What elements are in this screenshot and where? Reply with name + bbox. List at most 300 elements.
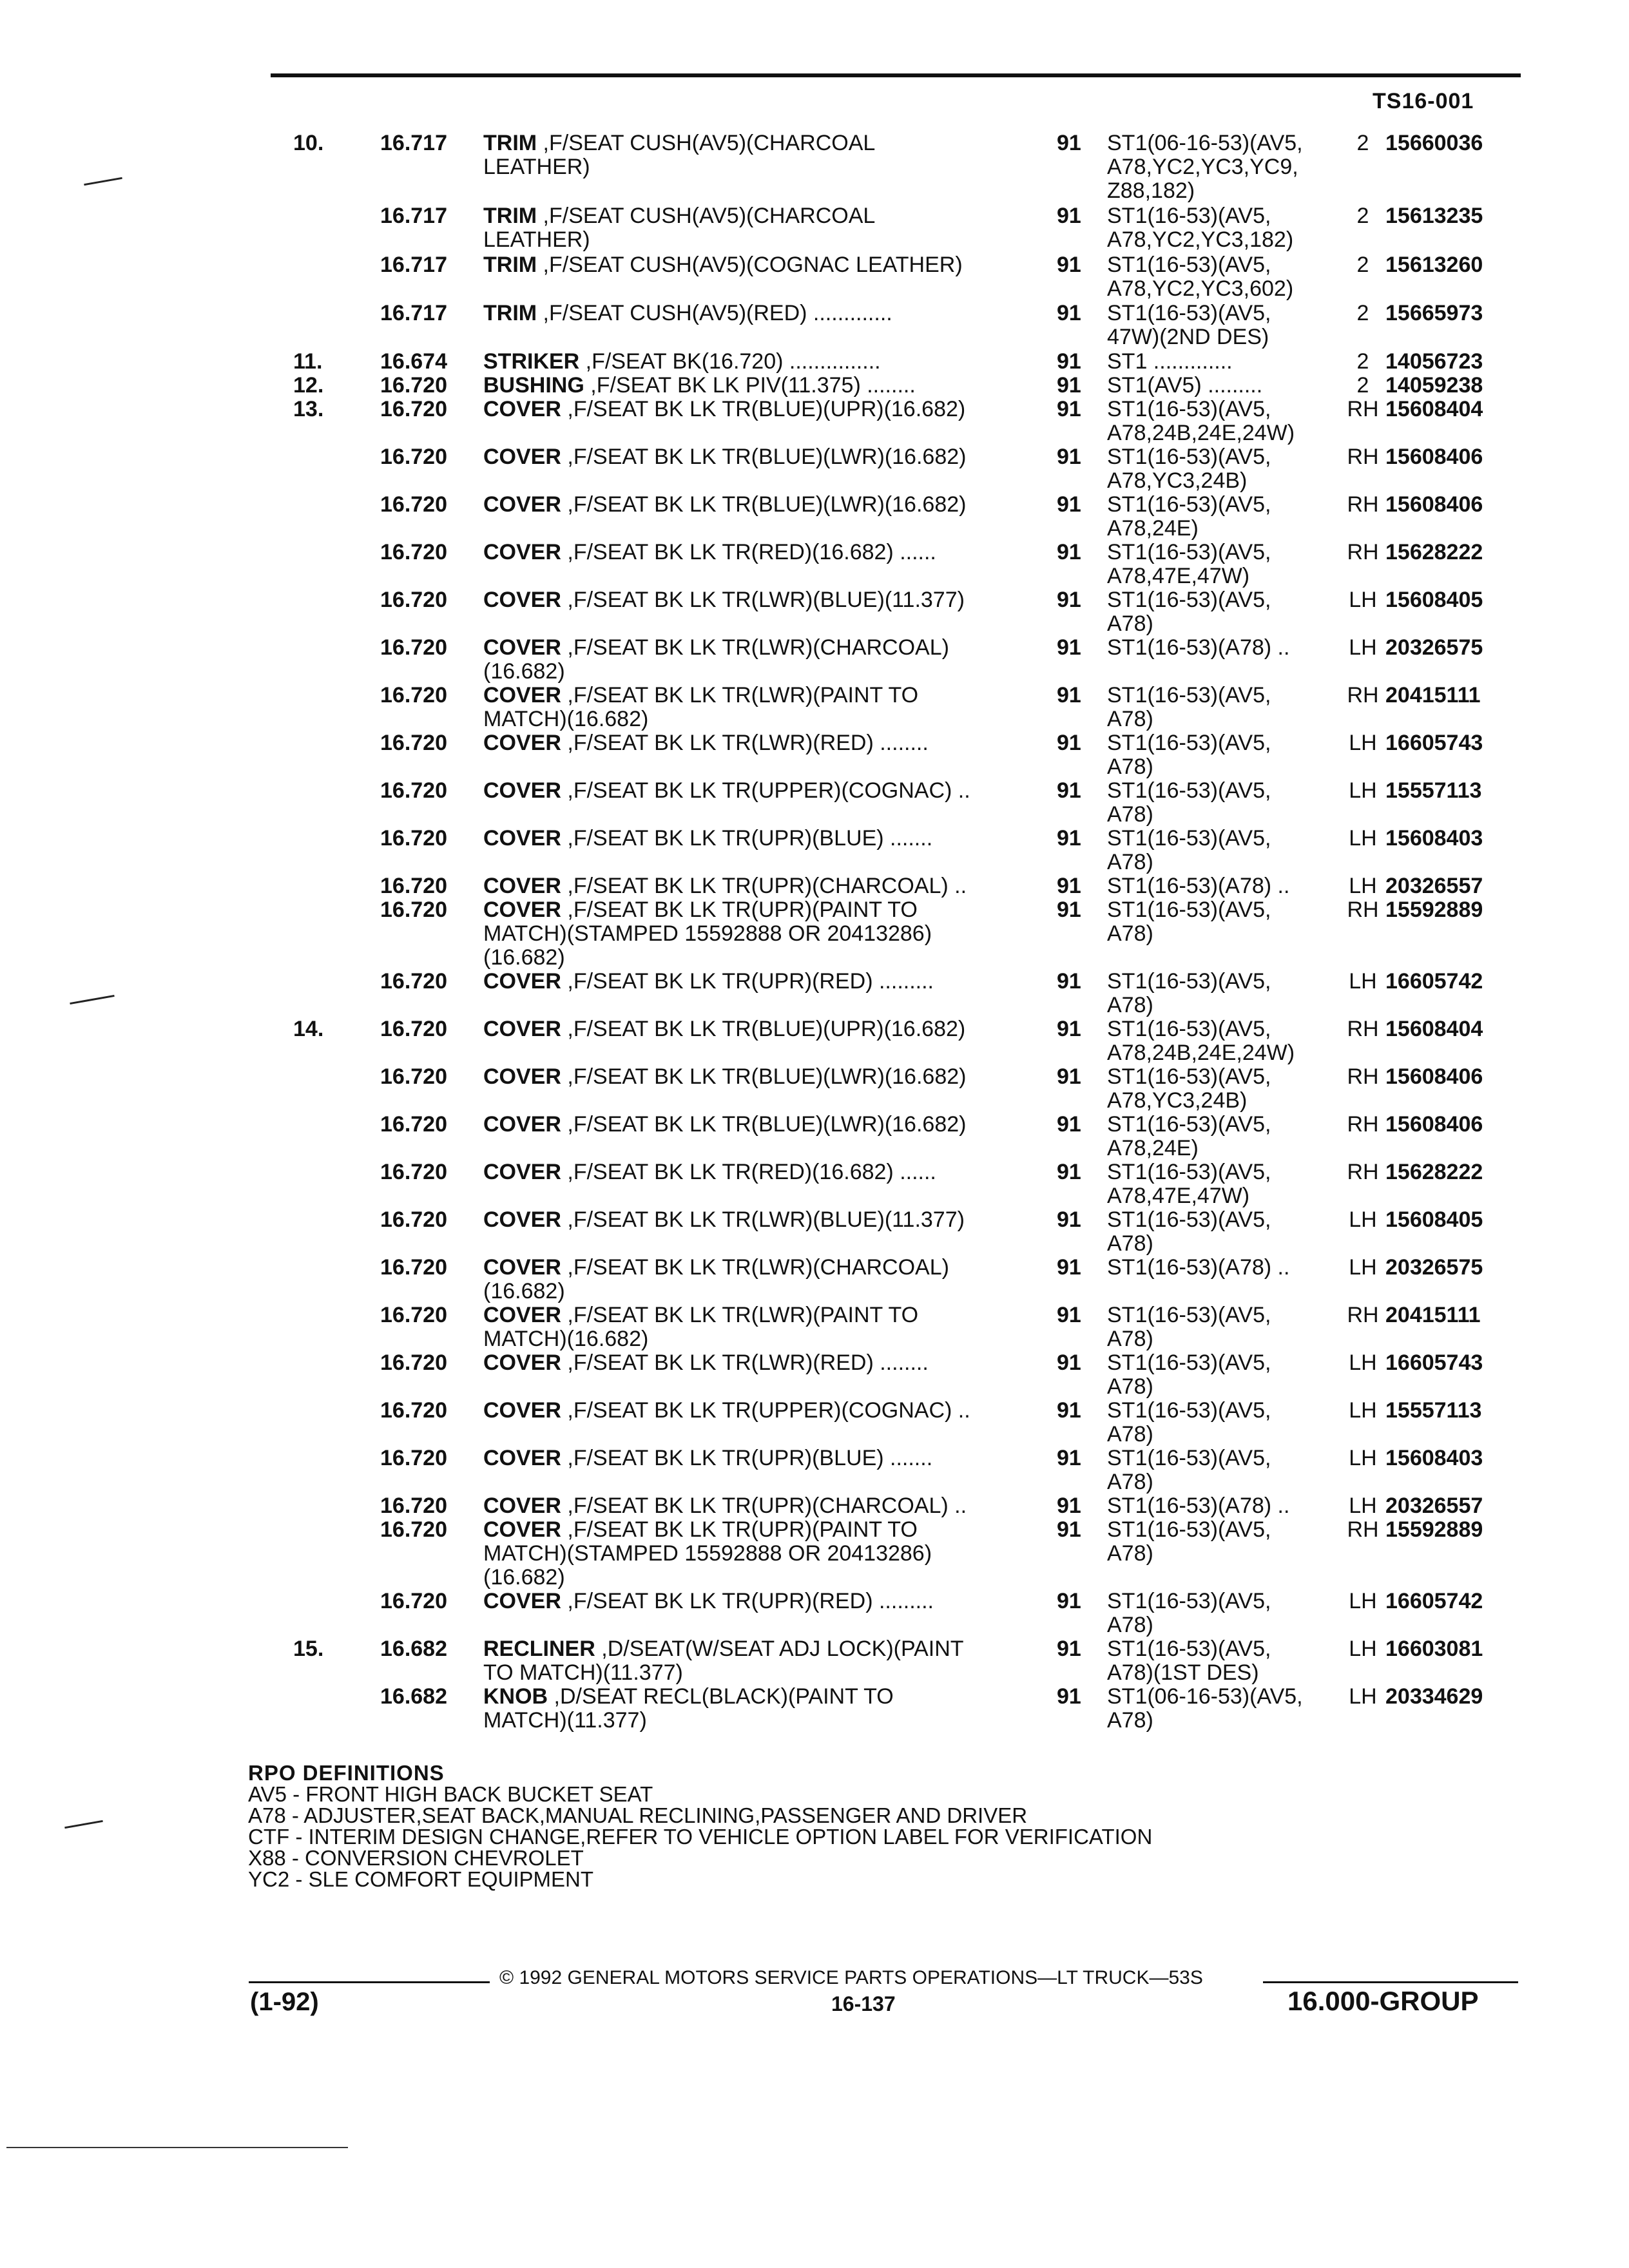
part-description <box>483 779 1018 803</box>
description-text: ,F/SEAT BK LK TR(LWR)(BLUE)(11.377) <box>561 1207 965 1232</box>
part-description <box>483 253 1018 277</box>
header-rule <box>271 73 1521 77</box>
group-number: 16.717 <box>380 131 447 155</box>
usage-text: ST1(AV5) ......... <box>1107 373 1263 398</box>
part-description <box>483 1256 1018 1303</box>
part-description <box>483 684 1018 731</box>
group-number: 16.720 <box>380 588 447 612</box>
usage-text: ST1(16-53)(AV5, A78) <box>1107 1589 1271 1637</box>
table-row <box>0 398 1629 445</box>
quantity-code: 91 <box>1057 1303 1081 1327</box>
part-number: 16605742 <box>1385 1589 1483 1613</box>
table-row <box>0 131 1629 204</box>
part-description <box>483 1351 1018 1375</box>
part-number: 16605742 <box>1385 969 1483 994</box>
part-name: COVER <box>483 969 561 994</box>
group-number: 16.720 <box>380 898 447 922</box>
group-number: 16.720 <box>380 778 447 803</box>
quantity-code: 91 <box>1057 1494 1081 1518</box>
part-number: 16605743 <box>1385 1350 1483 1375</box>
side-qty: LH <box>1349 1398 1377 1423</box>
part-description <box>483 636 1018 684</box>
description-text: ,F/SEAT BK LK TR(BLUE)(UPR)(16.682) <box>561 397 966 421</box>
part-description <box>483 1494 1018 1518</box>
side-qty: RH <box>1347 397 1379 421</box>
part-description <box>483 302 1018 325</box>
table-row <box>0 1494 1629 1518</box>
part-name: COVER <box>483 635 561 660</box>
part-name: COVER <box>483 1303 561 1327</box>
usage-text: ST1(16-53)(A78) .. <box>1107 874 1290 898</box>
group-number: 16.717 <box>380 204 447 228</box>
part-name: KNOB <box>483 1684 548 1709</box>
margin-mark <box>64 1820 103 1829</box>
table-row <box>0 302 1629 350</box>
part-description <box>483 1208 1018 1232</box>
group-number: 16.720 <box>380 1160 447 1184</box>
description-text: ,F/SEAT BK LK TR(BLUE)(LWR)(16.682) <box>561 445 967 469</box>
group-number: 16.720 <box>380 1494 447 1518</box>
quantity-code: 91 <box>1057 1517 1081 1542</box>
part-description <box>483 898 1018 970</box>
description-text: ,D/SEAT(W/SEAT ADJ LOCK)(PAINT TO MATCH)(11.377) <box>483 1637 964 1685</box>
side-qty: LH <box>1349 1637 1377 1661</box>
description-text: ,F/SEAT CUSH(AV5)(CHARCOAL LEATHER) <box>483 204 876 252</box>
part-description <box>483 1065 1018 1089</box>
quantity-code: 91 <box>1057 1160 1081 1184</box>
description-text: ,F/SEAT BK LK TR(RED)(16.682) ...... <box>561 540 936 564</box>
quantity-code: 91 <box>1057 445 1081 469</box>
description-text: ,F/SEAT BK LK TR(LWR)(RED) ........ <box>561 731 929 755</box>
group-number: 16.720 <box>380 1112 447 1137</box>
group-number: 16.717 <box>380 301 447 325</box>
part-number: 20326557 <box>1385 874 1483 898</box>
group-number: 16.720 <box>380 635 447 660</box>
side-qty: 2 <box>1356 204 1369 228</box>
group-number: 16.717 <box>380 253 447 277</box>
table-row <box>0 445 1629 493</box>
description-text: ,F/SEAT BK LK TR(BLUE)(LWR)(16.682) <box>561 492 967 517</box>
part-number: 15557113 <box>1385 778 1482 803</box>
page-number: 16-137 <box>831 1992 896 2015</box>
part-name: TRIM <box>483 301 537 325</box>
quantity-code: 91 <box>1057 826 1081 850</box>
side-qty: 2 <box>1356 373 1369 398</box>
part-name: COVER <box>483 1017 561 1041</box>
table-row <box>0 1590 1629 1637</box>
table-row <box>0 1256 1629 1303</box>
table-row <box>0 253 1629 302</box>
table-row <box>0 684 1629 731</box>
group-number: 16.720 <box>380 1517 447 1542</box>
usage-text: ST1(16-53)(AV5, A78) <box>1107 898 1271 946</box>
part-name: COVER <box>483 1589 561 1613</box>
parts-table <box>0 131 1629 1733</box>
part-name: COVER <box>483 874 561 898</box>
usage-text: ST1(16-53)(A78) .. <box>1107 635 1290 660</box>
part-description <box>483 493 1018 517</box>
item-number: 14. <box>293 1017 324 1041</box>
group-number: 16.720 <box>380 731 447 755</box>
usage-text: ST1(16-53)(AV5, A78,YC3,24B) <box>1107 1064 1271 1113</box>
usage-text: ST1(16-53)(AV5, A78) <box>1107 588 1271 636</box>
part-name: BUSHING <box>483 373 584 398</box>
part-name: COVER <box>483 731 561 755</box>
part-number: 20334629 <box>1385 1684 1483 1709</box>
description-text: ,F/SEAT BK LK TR(UPPER)(COGNAC) .. <box>561 778 970 803</box>
usage-text: ST1(16-53)(AV5, A78,24B,24E,24W) <box>1107 1017 1295 1065</box>
side-qty: LH <box>1349 1207 1377 1232</box>
quantity-code: 91 <box>1057 588 1081 612</box>
side-qty: RH <box>1347 445 1379 469</box>
table-row <box>0 1160 1629 1208</box>
side-qty: LH <box>1349 731 1377 755</box>
side-qty: LH <box>1349 635 1377 660</box>
group-number: 16.720 <box>380 874 447 898</box>
part-name: COVER <box>483 1494 561 1518</box>
description-text: ,F/SEAT BK LK TR(UPR)(PAINT TO MATCH)(STAMPED 15592888 OR 20413286) (16.682) <box>483 1517 932 1590</box>
quantity-code: 91 <box>1057 1350 1081 1375</box>
side-qty: LH <box>1349 1446 1377 1470</box>
description-text: ,F/SEAT BK LK TR(UPR)(BLUE) ....... <box>561 1446 933 1470</box>
part-number: 15608405 <box>1385 1207 1483 1232</box>
quantity-code: 91 <box>1057 874 1081 898</box>
side-qty: LH <box>1349 1255 1377 1280</box>
usage-text: ST1(16-53)(AV5, A78,YC3,24B) <box>1107 445 1271 493</box>
part-number: 15613260 <box>1385 253 1483 277</box>
description-text: ,F/SEAT BK LK TR(UPR)(CHARCOAL) .. <box>561 1494 967 1518</box>
part-name: TRIM <box>483 131 537 155</box>
group-number: 16.720 <box>380 826 447 850</box>
part-number: 15608405 <box>1385 588 1483 612</box>
usage-text: ST1(16-53)(AV5, A78) <box>1107 778 1271 827</box>
side-qty: 2 <box>1356 301 1369 325</box>
quantity-code: 91 <box>1057 397 1081 421</box>
footer-rule-right <box>1263 1981 1518 1983</box>
description-text: ,F/SEAT BK LK TR(BLUE)(LWR)(16.682) <box>561 1064 967 1089</box>
description-text: ,F/SEAT BK LK TR(LWR)(RED) ........ <box>561 1350 929 1375</box>
part-description <box>483 1446 1018 1470</box>
part-number: 14056723 <box>1385 349 1483 374</box>
table-row <box>0 493 1629 541</box>
usage-text: ST1(16-53)(A78) .. <box>1107 1494 1290 1518</box>
quantity-code: 91 <box>1057 778 1081 803</box>
part-description <box>483 131 1018 179</box>
usage-text: ST1(16-53)(AV5, A78) <box>1107 1446 1271 1494</box>
usage-text: ST1(16-53)(AV5, A78) <box>1107 969 1271 1017</box>
scan-edge-line <box>6 2147 348 2148</box>
footer-rule-left <box>249 1981 490 1983</box>
part-number: 20415111 <box>1385 1303 1481 1327</box>
part-number: 15608403 <box>1385 1446 1483 1470</box>
part-name: COVER <box>483 683 561 707</box>
table-row <box>0 1208 1629 1256</box>
part-number: 15608404 <box>1385 397 1483 421</box>
table-row <box>0 1113 1629 1160</box>
table-row <box>0 1303 1629 1351</box>
part-description <box>483 1399 1018 1423</box>
description-text: ,F/SEAT BK LK TR(UPR)(RED) ......... <box>561 969 934 994</box>
group-number: 16.720 <box>380 1017 447 1041</box>
rpo-line: X88 - CONVERSION CHEVROLET <box>248 1846 584 1870</box>
part-description <box>483 1303 1018 1351</box>
part-description <box>483 1637 1018 1685</box>
side-qty: LH <box>1349 588 1377 612</box>
side-qty: RH <box>1347 1303 1379 1327</box>
usage-text: ST1(16-53)(AV5, A78,24E) <box>1107 492 1271 541</box>
quantity-code: 91 <box>1057 1017 1081 1041</box>
side-qty: LH <box>1349 969 1377 994</box>
description-text: ,F/SEAT BK(16.720) ............... <box>579 349 881 374</box>
part-name: COVER <box>483 1160 561 1184</box>
group-number: 16.720 <box>380 1589 447 1613</box>
part-description <box>483 398 1018 421</box>
part-name: COVER <box>483 1064 561 1089</box>
part-number: 20326575 <box>1385 1255 1483 1280</box>
side-qty: 2 <box>1356 349 1369 374</box>
quantity-code: 91 <box>1057 540 1081 564</box>
quantity-code: 91 <box>1057 731 1081 755</box>
description-text: ,F/SEAT BK LK TR(RED)(16.682) ...... <box>561 1160 936 1184</box>
part-name: COVER <box>483 898 561 922</box>
part-number: 15608404 <box>1385 1017 1483 1041</box>
description-text: ,F/SEAT BK LK TR(LWR)(BLUE)(11.377) <box>561 588 965 612</box>
usage-text: ST1(16-53)(AV5, A78,24B,24E,24W) <box>1107 397 1295 445</box>
quantity-code: 91 <box>1057 1207 1081 1232</box>
part-description <box>483 1590 1018 1613</box>
quantity-code: 91 <box>1057 253 1081 277</box>
table-row <box>0 588 1629 636</box>
rpo-line: A78 - ADJUSTER,SEAT BACK,MANUAL RECLINING,PASSENGER AND DRIVER <box>248 1803 1028 1827</box>
item-number: 11. <box>293 349 323 374</box>
table-row <box>0 1065 1629 1113</box>
quantity-code: 91 <box>1057 969 1081 994</box>
part-description <box>483 731 1018 755</box>
side-qty: LH <box>1349 1684 1377 1709</box>
quantity-code: 91 <box>1057 1684 1081 1709</box>
description-text: ,F/SEAT BK LK TR(LWR)(CHARCOAL) (16.682) <box>483 635 949 684</box>
rpo-line: AV5 - FRONT HIGH BACK BUCKET SEAT <box>248 1782 653 1806</box>
quantity-code: 91 <box>1057 131 1081 155</box>
rpo-definitions <box>248 1762 1152 1890</box>
description-text: ,F/SEAT CUSH(AV5)(CHARCOAL LEATHER) <box>483 131 876 179</box>
group-number: 16.720 <box>380 540 447 564</box>
description-text: ,F/SEAT BK LK PIV(11.375) ........ <box>584 373 916 398</box>
part-number: 20415111 <box>1385 683 1481 707</box>
part-description <box>483 204 1018 252</box>
part-name: COVER <box>483 1398 561 1423</box>
group-number: 16.720 <box>380 683 447 707</box>
group-number: 16.682 <box>380 1684 447 1709</box>
table-row <box>0 204 1629 253</box>
quantity-code: 91 <box>1057 1637 1081 1661</box>
part-description <box>483 874 1018 898</box>
usage-text: ST1(16-53)(AV5, A78,YC2,YC3,182) <box>1107 204 1294 252</box>
part-number: 20326557 <box>1385 1494 1483 1518</box>
description-text: ,F/SEAT BK LK TR(UPR)(RED) ......... <box>561 1589 934 1613</box>
part-name: TRIM <box>483 204 537 228</box>
side-qty: 2 <box>1356 131 1369 155</box>
group-number: 16.682 <box>380 1637 447 1661</box>
part-name: COVER <box>483 1112 561 1137</box>
item-number: 10. <box>293 131 324 155</box>
item-number: 15. <box>293 1637 324 1661</box>
table-row <box>0 970 1629 1017</box>
usage-text: ST1(16-53)(AV5, A78) <box>1107 731 1271 779</box>
usage-text: ST1(16-53)(AV5, A78) <box>1107 1207 1271 1256</box>
part-name: COVER <box>483 1255 561 1280</box>
part-name: COVER <box>483 826 561 850</box>
rpo-title: RPO DEFINITIONS <box>248 1761 445 1785</box>
footer-group: 16.000-GROUP <box>1287 1986 1479 2016</box>
table-row <box>0 1518 1629 1590</box>
description-text: ,F/SEAT BK LK TR(BLUE)(UPR)(16.682) <box>561 1017 966 1041</box>
part-description <box>483 445 1018 469</box>
usage-text: ST1(16-53)(AV5, A78) <box>1107 1350 1271 1399</box>
usage-text: ST1(16-53)(AV5, 47W)(2ND DES) <box>1107 301 1271 349</box>
table-row <box>0 898 1629 970</box>
rpo-line: CTF - INTERIM DESIGN CHANGE,REFER TO VEHICLE OPTION LABEL FOR VERIFICATION <box>248 1825 1153 1849</box>
table-row <box>0 1637 1629 1685</box>
usage-text: ST1(16-53)(AV5, A78,YC2,YC3,602) <box>1107 253 1294 301</box>
side-qty: 2 <box>1356 253 1369 277</box>
description-text: ,F/SEAT BK LK TR(UPPER)(COGNAC) .. <box>561 1398 970 1423</box>
description-text: ,F/SEAT CUSH(AV5)(RED) ............. <box>537 301 892 325</box>
quantity-code: 91 <box>1057 373 1081 398</box>
part-number: 15628222 <box>1385 1160 1483 1184</box>
usage-text: ST1(06-16-53)(AV5, A78) <box>1107 1684 1303 1733</box>
part-name: COVER <box>483 1446 561 1470</box>
group-number: 16.720 <box>380 1255 447 1280</box>
side-qty: LH <box>1349 874 1377 898</box>
group-number: 16.720 <box>380 492 447 517</box>
side-qty: RH <box>1347 1017 1379 1041</box>
side-qty: RH <box>1347 898 1379 922</box>
item-number: 13. <box>293 397 324 421</box>
part-name: COVER <box>483 1207 561 1232</box>
usage-text: ST1(16-53)(AV5, A78) <box>1107 1398 1271 1446</box>
usage-text: ST1(16-53)(AV5, A78) <box>1107 1303 1271 1351</box>
description-text: ,F/SEAT BK LK TR(LWR)(CHARCOAL) (16.682) <box>483 1255 949 1303</box>
part-name: TRIM <box>483 253 537 277</box>
part-name: COVER <box>483 397 561 421</box>
description-text: ,F/SEAT BK LK TR(LWR)(PAINT TO MATCH)(16.682) <box>483 683 919 731</box>
usage-text: ST1(16-53)(AV5, A78) <box>1107 683 1271 731</box>
part-number: 15608403 <box>1385 826 1483 850</box>
part-number: 15557113 <box>1385 1398 1482 1423</box>
part-number: 15608406 <box>1385 1112 1483 1137</box>
side-qty: LH <box>1349 826 1377 850</box>
table-row <box>0 874 1629 898</box>
part-description <box>483 827 1018 850</box>
part-number: 15608406 <box>1385 492 1483 517</box>
usage-text: ST1(16-53)(AV5, A78) <box>1107 826 1271 874</box>
table-row <box>0 1685 1629 1733</box>
description-text: ,F/SEAT BK LK TR(BLUE)(LWR)(16.682) <box>561 1112 967 1137</box>
quantity-code: 91 <box>1057 301 1081 325</box>
table-row <box>0 1351 1629 1399</box>
quantity-code: 91 <box>1057 1064 1081 1089</box>
part-name: RECLINER <box>483 1637 595 1661</box>
part-name: COVER <box>483 778 561 803</box>
quantity-code: 91 <box>1057 1112 1081 1137</box>
quantity-code: 91 <box>1057 1446 1081 1470</box>
description-text: ,F/SEAT CUSH(AV5)(COGNAC LEATHER) <box>537 253 963 277</box>
side-qty: RH <box>1347 540 1379 564</box>
table-row <box>0 1446 1629 1494</box>
item-number: 12. <box>293 373 324 398</box>
description-text: ,F/SEAT BK LK TR(UPR)(BLUE) ....... <box>561 826 933 850</box>
part-name: COVER <box>483 588 561 612</box>
rpo-line: YC2 - SLE COMFORT EQUIPMENT <box>248 1867 594 1891</box>
quantity-code: 91 <box>1057 1255 1081 1280</box>
side-qty: RH <box>1347 492 1379 517</box>
group-number: 16.720 <box>380 969 447 994</box>
table-row <box>0 636 1629 684</box>
usage-text: ST1(16-53)(AV5, A78,47E,47W) <box>1107 540 1271 588</box>
quantity-code: 91 <box>1057 635 1081 660</box>
part-number: 15608406 <box>1385 1064 1483 1089</box>
group-number: 16.720 <box>380 1303 447 1327</box>
part-number: 15608406 <box>1385 445 1483 469</box>
table-row <box>0 541 1629 588</box>
side-qty: LH <box>1349 778 1377 803</box>
part-description <box>483 1113 1018 1137</box>
group-number: 16.720 <box>380 1350 447 1375</box>
quantity-code: 91 <box>1057 898 1081 922</box>
usage-text: ST1(16-53)(AV5, A78,24E) <box>1107 1112 1271 1160</box>
description-text: ,F/SEAT BK LK TR(UPR)(CHARCOAL) .. <box>561 874 967 898</box>
part-description <box>483 1518 1018 1590</box>
side-qty: RH <box>1347 683 1379 707</box>
side-qty: LH <box>1349 1589 1377 1613</box>
usage-text: ST1(16-53)(AV5, A78) <box>1107 1517 1271 1566</box>
quantity-code: 91 <box>1057 683 1081 707</box>
part-number: 15665973 <box>1385 301 1483 325</box>
part-description <box>483 970 1018 994</box>
table-row <box>0 779 1629 827</box>
usage-text: ST1(16-53)(AV5, A78,47E,47W) <box>1107 1160 1271 1208</box>
usage-text: ST1(16-53)(AV5, A78)(1ST DES) <box>1107 1637 1271 1685</box>
table-row <box>0 374 1629 398</box>
part-number: 15592889 <box>1385 1517 1483 1542</box>
group-number: 16.720 <box>380 1207 447 1232</box>
part-number: 15592889 <box>1385 898 1483 922</box>
description-text: ,F/SEAT BK LK TR(LWR)(PAINT TO MATCH)(16.682) <box>483 1303 919 1351</box>
quantity-code: 91 <box>1057 204 1081 228</box>
part-description <box>483 374 1018 398</box>
group-number: 16.720 <box>380 397 447 421</box>
side-qty: LH <box>1349 1350 1377 1375</box>
quantity-code: 91 <box>1057 492 1081 517</box>
part-number: 15613235 <box>1385 204 1483 228</box>
part-number: 15628222 <box>1385 540 1483 564</box>
part-description <box>483 541 1018 564</box>
side-qty: RH <box>1347 1517 1379 1542</box>
footer-date: (1-92) <box>250 1988 319 2016</box>
description-text: ,D/SEAT RECL(BLACK)(PAINT TO MATCH)(11.377) <box>483 1684 894 1733</box>
part-name: COVER <box>483 445 561 469</box>
part-description <box>483 1685 1018 1733</box>
table-row <box>0 1017 1629 1065</box>
part-description <box>483 350 1018 374</box>
group-number: 16.720 <box>380 445 447 469</box>
group-number: 16.720 <box>380 373 447 398</box>
document-code: TS16-001 <box>1373 89 1474 113</box>
group-number: 16.720 <box>380 1446 447 1470</box>
part-name: STRIKER <box>483 349 580 374</box>
part-name: COVER <box>483 1350 561 1375</box>
